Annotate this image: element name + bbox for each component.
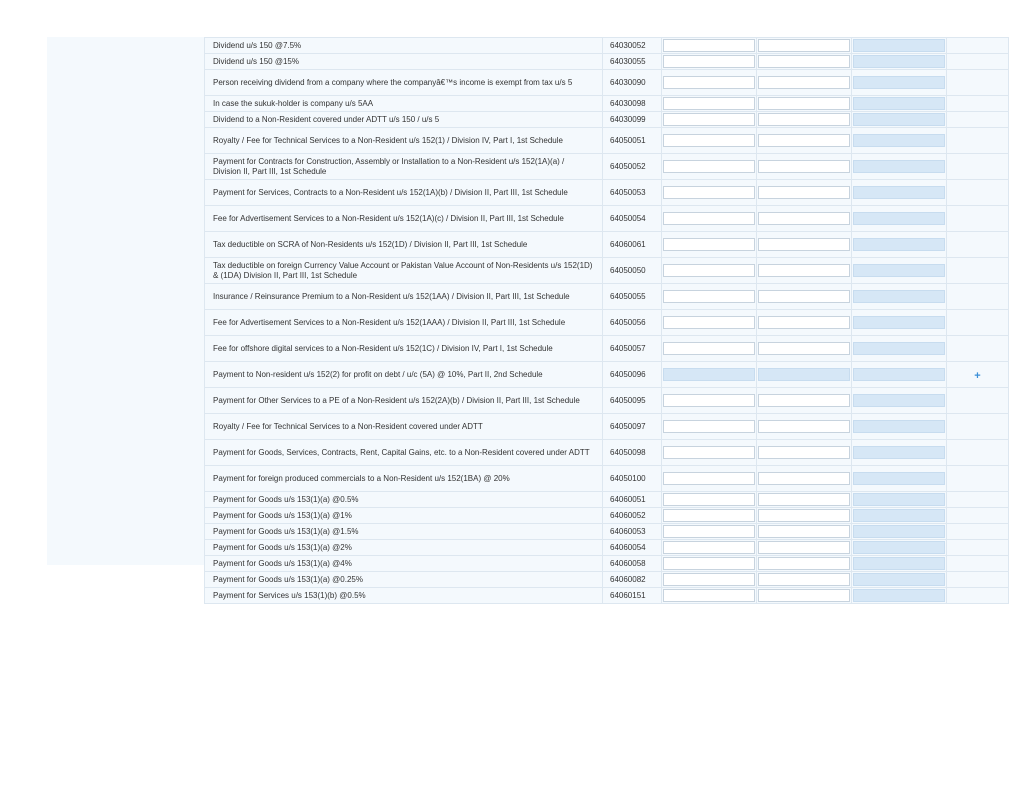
row-description: Tax deductible on SCRA of Non-Residents u/s 152(1D) / Division II, Part III, 1st Schedule	[205, 232, 603, 258]
row-description: Fee for offshore digital services to a Non-Resident u/s 152(1C) / Division IV, Part I, 1st Schedule	[205, 336, 603, 362]
tax-amount-field	[853, 541, 945, 554]
row-code: 64030052	[603, 38, 662, 54]
taxable-amount-input-cell	[662, 38, 757, 54]
taxable-amount-input-cell	[662, 362, 757, 388]
tax-rate-input[interactable]	[758, 342, 850, 355]
row-action-cell	[947, 112, 1009, 128]
taxable-amount-input[interactable]	[663, 55, 755, 68]
tax-amount-field-cell	[852, 492, 947, 508]
row-code: 64060151	[603, 588, 662, 604]
taxable-amount-input-cell	[662, 258, 757, 284]
tax-amount-field-cell	[852, 508, 947, 524]
row-description: Royalty / Fee for Technical Services to a Non-Resident u/s 152(1) / Division IV, Part I, 1st Schedule	[205, 128, 603, 154]
row-description: Dividend u/s 150 @7.5%	[205, 38, 603, 54]
table-row	[205, 70, 1009, 96]
taxable-amount-input-cell	[662, 414, 757, 440]
row-action-cell	[947, 414, 1009, 440]
table-row	[205, 284, 1009, 310]
table-row	[205, 38, 1009, 54]
row-code: 64050053	[603, 180, 662, 206]
row-code: 64050056	[603, 310, 662, 336]
row-description: Fee for Advertisement Services to a Non-Resident u/s 152(1AAA) / Division II, Part III, 1st Schedule	[205, 310, 603, 336]
tax-rate-input-cell	[757, 508, 852, 524]
tax-amount-field	[853, 509, 945, 522]
tax-amount-field	[853, 589, 945, 602]
taxable-amount-input[interactable]	[663, 446, 755, 459]
row-action-cell	[947, 336, 1009, 362]
tax-amount-field	[853, 134, 945, 147]
row-code: 64050096	[603, 362, 662, 388]
tax-rate-input[interactable]	[758, 525, 850, 538]
table-row	[205, 572, 1009, 588]
tax-rate-input[interactable]	[758, 134, 850, 147]
tax-rate-input-cell	[757, 96, 852, 112]
taxable-amount-input[interactable]	[663, 368, 755, 381]
tax-rate-input-cell	[757, 180, 852, 206]
tax-amount-field	[853, 186, 945, 199]
row-description: Tax deductible on foreign Currency Value Account or Pakistan Value Account of Non-Residents u/s 152(1D) & (1DA) Division II, Part III, 1st Schedule	[205, 258, 603, 284]
taxable-amount-input-cell	[662, 440, 757, 466]
table-row	[205, 588, 1009, 604]
tax-rate-input[interactable]	[758, 186, 850, 199]
taxable-amount-input[interactable]	[663, 394, 755, 407]
taxable-amount-input-cell	[662, 336, 757, 362]
row-action-cell	[947, 524, 1009, 540]
table-row	[205, 206, 1009, 232]
row-description: Payment to Non-resident u/s 152(2) for profit on debt / u/c (5A) @ 10%, Part II, 2nd Schedule	[205, 362, 603, 388]
table-row	[205, 180, 1009, 206]
tax-amount-field	[853, 493, 945, 506]
taxable-amount-input-cell	[662, 232, 757, 258]
row-code: 64050055	[603, 284, 662, 310]
tax-amount-field	[853, 420, 945, 433]
tax-amount-field	[853, 238, 945, 251]
row-action-cell	[947, 258, 1009, 284]
row-action-cell	[947, 492, 1009, 508]
row-description: Payment for foreign produced commercials to a Non-Resident u/s 152(1BA) @ 20%	[205, 466, 603, 492]
tax-rate-input-cell	[757, 112, 852, 128]
row-code: 64060054	[603, 540, 662, 556]
tax-amount-field	[853, 212, 945, 225]
taxable-amount-input-cell	[662, 54, 757, 70]
row-action-cell	[947, 310, 1009, 336]
taxable-amount-input-cell	[662, 112, 757, 128]
tax-amount-field-cell	[852, 38, 947, 54]
row-description: Payment for Other Services to a PE of a Non-Resident u/s 152(2A)(b) / Division II, Part III, 1st Schedule	[205, 388, 603, 414]
tax-rate-input[interactable]	[758, 55, 850, 68]
tax-rate-input-cell	[757, 362, 852, 388]
table-row	[205, 154, 1009, 180]
tax-amount-field	[853, 97, 945, 110]
row-description: Payment for Contracts for Construction, Assembly or Installation to a Non-Resident u/s 152(1A)(a) / Division II, Part III, 1st Schedule	[205, 154, 603, 180]
tax-amount-field	[853, 39, 945, 52]
row-action-cell	[947, 128, 1009, 154]
tax-amount-field	[853, 368, 945, 381]
tax-rate-input-cell	[757, 572, 852, 588]
taxable-amount-input[interactable]	[663, 589, 755, 602]
row-description: Payment for Goods, Services, Contracts, Rent, Capital Gains, etc. to a Non-Resident covered under ADTT	[205, 440, 603, 466]
tax-rate-input-cell	[757, 232, 852, 258]
row-action-cell	[947, 540, 1009, 556]
taxable-amount-input[interactable]	[663, 160, 755, 173]
tax-rate-input[interactable]	[758, 113, 850, 126]
tax-rate-input-cell	[757, 284, 852, 310]
tax-rate-input-cell	[757, 336, 852, 362]
tax-amount-field	[853, 394, 945, 407]
tax-amount-field	[853, 160, 945, 173]
taxable-amount-input[interactable]	[663, 212, 755, 225]
taxable-amount-input[interactable]	[663, 316, 755, 329]
tax-rate-input-cell	[757, 258, 852, 284]
tax-amount-field-cell	[852, 96, 947, 112]
tax-amount-field-cell	[852, 466, 947, 492]
row-description: Payment for Services u/s 153(1)(b) @0.5%	[205, 588, 603, 604]
tax-rate-input-cell	[757, 466, 852, 492]
tax-amount-field-cell	[852, 54, 947, 70]
row-code: 64060052	[603, 508, 662, 524]
row-code: 64050097	[603, 414, 662, 440]
taxable-amount-input[interactable]	[663, 97, 755, 110]
row-code: 64060053	[603, 524, 662, 540]
row-action-cell	[947, 232, 1009, 258]
row-description: Payment for Goods u/s 153(1)(a) @0.5%	[205, 492, 603, 508]
tax-amount-field	[853, 113, 945, 126]
tax-amount-field	[853, 446, 945, 459]
row-code: 64050052	[603, 154, 662, 180]
tax-rate-input[interactable]	[758, 39, 850, 52]
tax-rate-input[interactable]	[758, 368, 850, 381]
row-code: 64060058	[603, 556, 662, 572]
row-code: 64060082	[603, 572, 662, 588]
taxable-amount-input[interactable]	[663, 238, 755, 251]
taxable-amount-input-cell	[662, 492, 757, 508]
tax-rate-input[interactable]	[758, 212, 850, 225]
row-action-cell	[947, 388, 1009, 414]
row-action-cell	[947, 588, 1009, 604]
tax-amount-field	[853, 290, 945, 303]
tax-amount-field-cell	[852, 70, 947, 96]
table-row	[205, 258, 1009, 284]
tax-rate-input[interactable]	[758, 472, 850, 485]
row-description: Payment for Goods u/s 153(1)(a) @1%	[205, 508, 603, 524]
taxable-amount-input[interactable]	[663, 525, 755, 538]
tax-deduction-table	[204, 37, 1009, 604]
row-code: 64050098	[603, 440, 662, 466]
taxable-amount-input[interactable]	[663, 39, 755, 52]
taxable-amount-input[interactable]	[663, 573, 755, 586]
tax-rate-input[interactable]	[758, 420, 850, 433]
taxable-amount-input-cell	[662, 206, 757, 232]
tax-rate-input-cell	[757, 38, 852, 54]
tax-amount-field-cell	[852, 556, 947, 572]
tax-rate-input-cell	[757, 492, 852, 508]
tax-rate-input-cell	[757, 154, 852, 180]
tax-amount-field	[853, 342, 945, 355]
row-code: 64060061	[603, 232, 662, 258]
tax-amount-field-cell	[852, 258, 947, 284]
row-action-cell	[947, 96, 1009, 112]
tax-amount-field-cell	[852, 206, 947, 232]
row-action-cell	[947, 180, 1009, 206]
table-row	[205, 96, 1009, 112]
row-code: 64050051	[603, 128, 662, 154]
tax-amount-field-cell	[852, 310, 947, 336]
taxable-amount-input[interactable]	[663, 113, 755, 126]
taxable-amount-input-cell	[662, 96, 757, 112]
table-row	[205, 414, 1009, 440]
row-description: Person receiving dividend from a company where the companyâ€™s income is exempt from tax u/s 5	[205, 70, 603, 96]
tax-rate-input[interactable]	[758, 446, 850, 459]
row-action-cell	[947, 508, 1009, 524]
tax-amount-field-cell	[852, 336, 947, 362]
taxable-amount-input-cell	[662, 388, 757, 414]
tax-amount-field-cell	[852, 572, 947, 588]
tax-rate-input[interactable]	[758, 316, 850, 329]
row-action-cell	[947, 440, 1009, 466]
taxable-amount-input-cell	[662, 310, 757, 336]
table-row	[205, 128, 1009, 154]
tax-amount-field-cell	[852, 588, 947, 604]
taxable-amount-input[interactable]	[663, 541, 755, 554]
table-row	[205, 112, 1009, 128]
tax-rate-input[interactable]	[758, 493, 850, 506]
tax-rate-input-cell	[757, 414, 852, 440]
row-description: Payment for Goods u/s 153(1)(a) @4%	[205, 556, 603, 572]
taxable-amount-input-cell	[662, 284, 757, 310]
tax-rate-input-cell	[757, 588, 852, 604]
taxable-amount-input[interactable]	[663, 342, 755, 355]
tax-amount-field	[853, 55, 945, 68]
row-code: 64030090	[603, 70, 662, 96]
row-code: 64030055	[603, 54, 662, 70]
tax-amount-field	[853, 76, 945, 89]
tax-amount-field	[853, 525, 945, 538]
row-action-cell	[947, 362, 1009, 388]
tax-rate-input[interactable]	[758, 264, 850, 277]
taxable-amount-input[interactable]	[663, 76, 755, 89]
taxable-amount-input-cell	[662, 154, 757, 180]
row-action-cell	[947, 466, 1009, 492]
table-row	[205, 440, 1009, 466]
taxable-amount-input-cell	[662, 70, 757, 96]
row-code: 64050050	[603, 258, 662, 284]
taxable-amount-input[interactable]	[663, 557, 755, 570]
tax-amount-field-cell	[852, 440, 947, 466]
taxable-amount-input[interactable]	[663, 134, 755, 147]
taxable-amount-input[interactable]	[663, 186, 755, 199]
tax-amount-field-cell	[852, 524, 947, 540]
tax-rate-input[interactable]	[758, 97, 850, 110]
tax-amount-field-cell	[852, 540, 947, 556]
tax-amount-field-cell	[852, 128, 947, 154]
row-description: Insurance / Reinsurance Premium to a Non-Resident u/s 152(1AA) / Division II, Part III, 1st Schedule	[205, 284, 603, 310]
tax-rate-input[interactable]	[758, 589, 850, 602]
row-description: Payment for Goods u/s 153(1)(a) @0.25%	[205, 572, 603, 588]
tax-rate-input[interactable]	[758, 541, 850, 554]
tax-amount-field-cell	[852, 154, 947, 180]
taxable-amount-input-cell	[662, 572, 757, 588]
tax-rate-input[interactable]	[758, 394, 850, 407]
table-row	[205, 466, 1009, 492]
taxable-amount-input[interactable]	[663, 493, 755, 506]
taxable-amount-input-cell	[662, 180, 757, 206]
taxable-amount-input[interactable]	[663, 509, 755, 522]
table-row	[205, 362, 1009, 388]
tax-amount-field	[853, 316, 945, 329]
tax-rate-input-cell	[757, 556, 852, 572]
taxable-amount-input[interactable]	[663, 290, 755, 303]
tax-rate-input-cell	[757, 128, 852, 154]
tax-rate-input[interactable]	[758, 76, 850, 89]
row-description: Dividend to a Non-Resident covered under ADTT u/s 150 / u/s 5	[205, 112, 603, 128]
table-row	[205, 232, 1009, 258]
tax-rate-input[interactable]	[758, 290, 850, 303]
taxable-amount-input-cell	[662, 128, 757, 154]
row-action-cell	[947, 556, 1009, 572]
row-description: Royalty / Fee for Technical Services to a Non-Resident covered under ADTT	[205, 414, 603, 440]
row-action-cell	[947, 284, 1009, 310]
tax-rate-input[interactable]	[758, 573, 850, 586]
row-code: 64050057	[603, 336, 662, 362]
plus-icon[interactable]: +	[974, 369, 981, 382]
row-action-cell	[947, 70, 1009, 96]
tax-amount-field	[853, 557, 945, 570]
tax-rate-input-cell	[757, 310, 852, 336]
row-description: Dividend u/s 150 @15%	[205, 54, 603, 70]
row-description: Payment for Goods u/s 153(1)(a) @2%	[205, 540, 603, 556]
tax-amount-field-cell	[852, 232, 947, 258]
row-code: 64050095	[603, 388, 662, 414]
row-action-cell	[947, 54, 1009, 70]
taxable-amount-input-cell	[662, 556, 757, 572]
table-row	[205, 508, 1009, 524]
row-action-cell	[947, 206, 1009, 232]
taxable-amount-input-cell	[662, 466, 757, 492]
row-description: Payment for Goods u/s 153(1)(a) @1.5%	[205, 524, 603, 540]
row-action-cell	[947, 572, 1009, 588]
table-row	[205, 540, 1009, 556]
table-row	[205, 310, 1009, 336]
taxable-amount-input-cell	[662, 588, 757, 604]
row-action-cell	[947, 154, 1009, 180]
tax-amount-field-cell	[852, 388, 947, 414]
tax-amount-field-cell	[852, 180, 947, 206]
tax-rate-input[interactable]	[758, 238, 850, 251]
row-description: Payment for Services, Contracts to a Non-Resident u/s 152(1A)(b) / Division II, Part III, 1st Schedule	[205, 180, 603, 206]
table-row	[205, 388, 1009, 414]
table-row	[205, 336, 1009, 362]
table-row	[205, 492, 1009, 508]
tax-amount-field-cell	[852, 112, 947, 128]
taxable-amount-input[interactable]	[663, 472, 755, 485]
tax-amount-field-cell	[852, 362, 947, 388]
taxable-amount-input[interactable]	[663, 264, 755, 277]
taxable-amount-input-cell	[662, 524, 757, 540]
row-description: In case the sukuk-holder is company u/s 5AA	[205, 96, 603, 112]
table-row	[205, 556, 1009, 572]
tax-rate-input[interactable]	[758, 509, 850, 522]
tax-rate-input[interactable]	[758, 160, 850, 173]
taxable-amount-input[interactable]	[663, 420, 755, 433]
tax-amount-field	[853, 264, 945, 277]
tax-amount-field	[853, 573, 945, 586]
taxable-amount-input-cell	[662, 508, 757, 524]
tax-rate-input-cell	[757, 206, 852, 232]
tax-rate-input-cell	[757, 388, 852, 414]
row-code: 64060051	[603, 492, 662, 508]
row-code: 64030099	[603, 112, 662, 128]
tax-amount-field	[853, 472, 945, 485]
tax-rate-input-cell	[757, 540, 852, 556]
row-code: 64030098	[603, 96, 662, 112]
tax-amount-field-cell	[852, 284, 947, 310]
row-code: 64050054	[603, 206, 662, 232]
tax-rate-input-cell	[757, 70, 852, 96]
tax-rate-input-cell	[757, 440, 852, 466]
taxable-amount-input-cell	[662, 540, 757, 556]
table-row	[205, 54, 1009, 70]
tax-rate-input[interactable]	[758, 557, 850, 570]
tax-rate-input-cell	[757, 524, 852, 540]
row-description: Fee for Advertisement Services to a Non-Resident u/s 152(1A)(c) / Division II, Part III, 1st Schedule	[205, 206, 603, 232]
row-action-cell	[947, 38, 1009, 54]
tax-rate-input-cell	[757, 54, 852, 70]
tax-amount-field-cell	[852, 414, 947, 440]
table-row	[205, 524, 1009, 540]
row-code: 64050100	[603, 466, 662, 492]
